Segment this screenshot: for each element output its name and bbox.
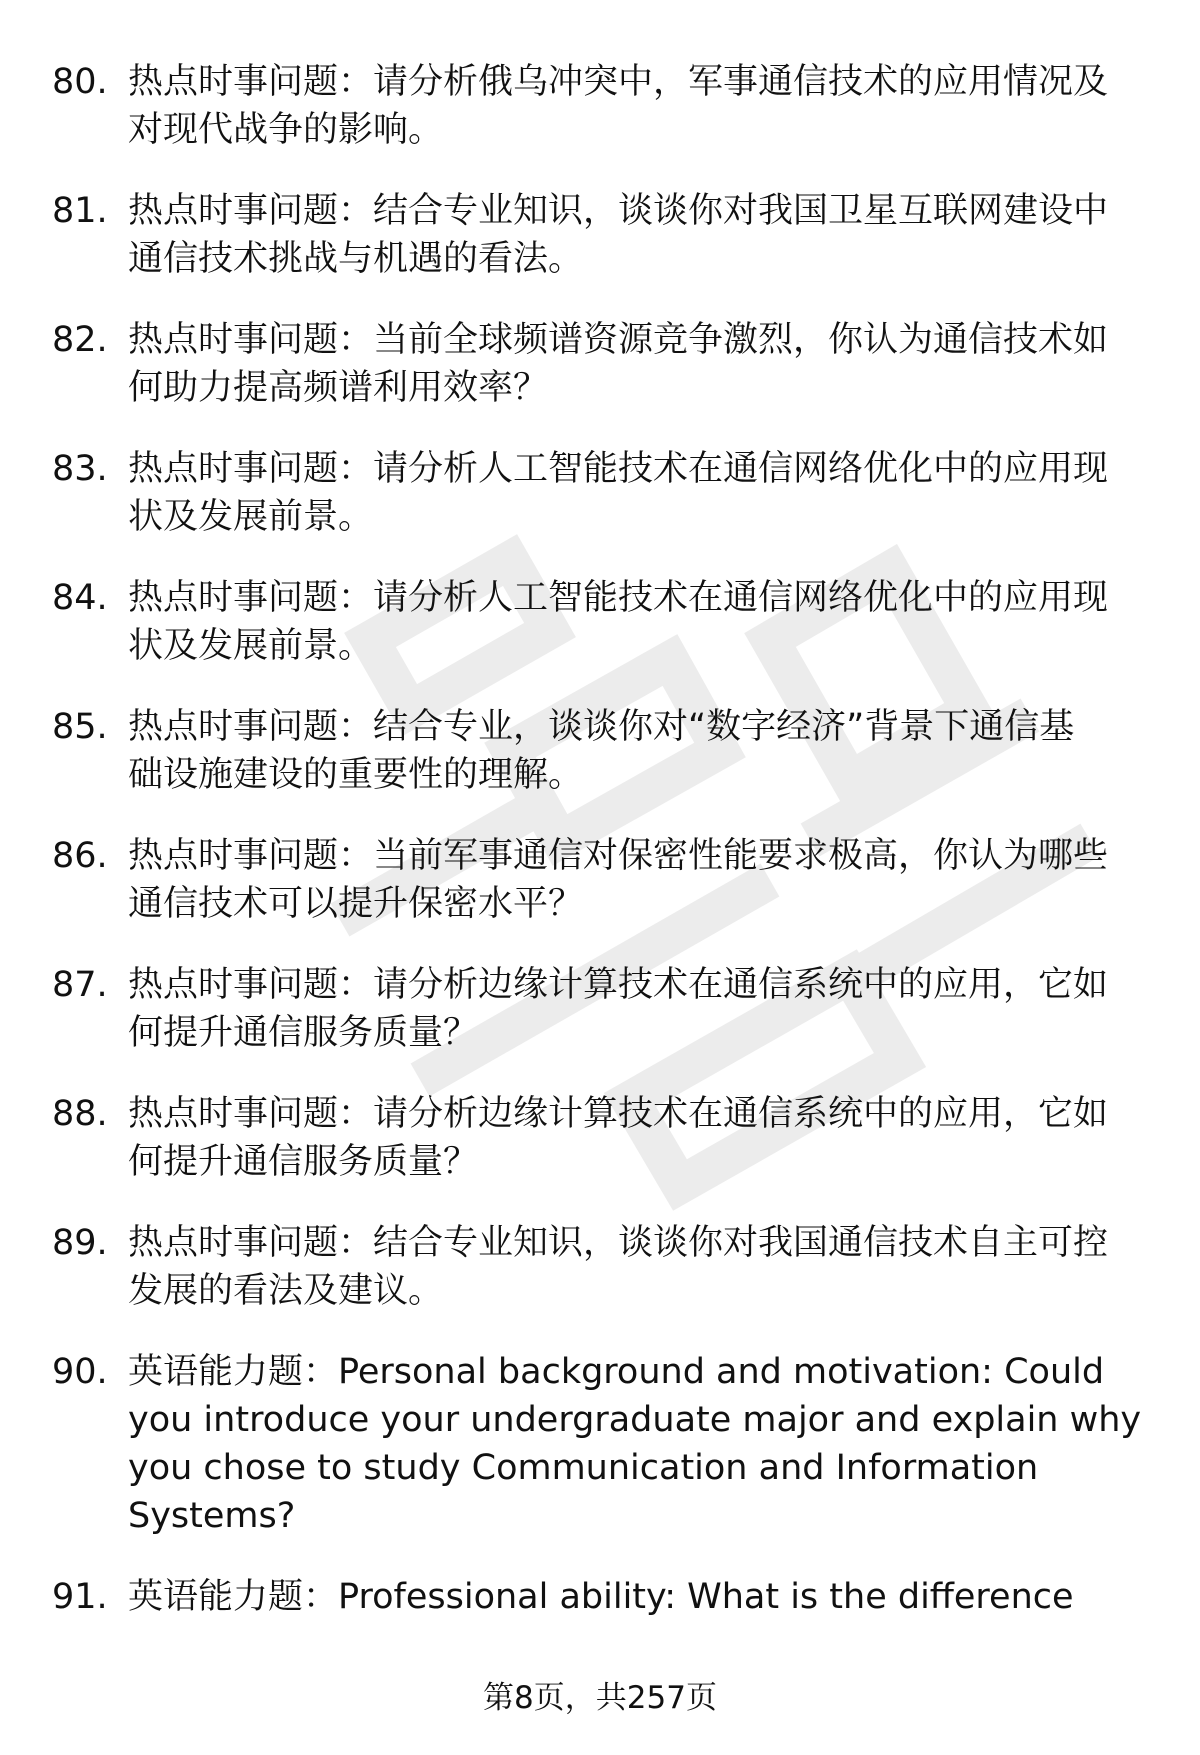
- question-item: [52, 961, 1152, 1057]
- question-item: [52, 58, 1152, 154]
- question-text: 热点时事问题：请分析人工智能技术在通信网络优化中的应用现 状及发展前景。: [128, 449, 1109, 537]
- question-text: 热点时事问题：结合专业，谈谈你对“数字经济”背景下通信基 础设施建设的重要性的理解。: [128, 707, 1075, 795]
- question-number: 87.: [52, 965, 108, 1005]
- question-item: [52, 1219, 1152, 1315]
- question-text: 热点时事问题：请分析边缘计算技术在通信系统中的应用，它如 何提升通信服务质量？: [128, 1094, 1109, 1182]
- question-number: 91.: [52, 1577, 108, 1617]
- question-item: [52, 316, 1152, 412]
- question-item: [52, 187, 1152, 283]
- question-number: 86.: [52, 836, 108, 876]
- question-item: [52, 1348, 1152, 1540]
- question-number: 85.: [52, 707, 108, 747]
- question-item: [52, 703, 1152, 799]
- page-footer: 第8页，共257页: [483, 1680, 717, 1716]
- question-number: 88.: [52, 1094, 108, 1134]
- question-item: [52, 445, 1152, 541]
- question-text: 热点时事问题：结合专业知识，谈谈你对我国通信技术自主可控 发展的看法及建议。: [128, 1223, 1109, 1311]
- question-number: 84.: [52, 578, 108, 618]
- question-text: 热点时事问题：当前全球频谱资源竞争激烈，你认为通信技术如 何助力提高频谱利用效率？: [128, 320, 1109, 408]
- question-text: 英语能力题：Professional ability: What is the difference: [128, 1577, 1074, 1617]
- question-number: 82.: [52, 320, 108, 360]
- question-item: [52, 574, 1152, 670]
- question-text: 热点时事问题：请分析人工智能技术在通信网络优化中的应用现 状及发展前景。: [128, 578, 1109, 666]
- question-list: [52, 58, 1152, 1621]
- question-text: 热点时事问题：结合专业知识，谈谈你对我国卫星互联网建设中 通信技术挑战与机遇的看法。: [128, 191, 1109, 279]
- question-number: 89.: [52, 1223, 108, 1263]
- question-item: [52, 1090, 1152, 1186]
- question-number: 90.: [52, 1352, 108, 1392]
- question-item: [52, 1573, 1152, 1621]
- question-number: 80.: [52, 62, 108, 102]
- question-number: 83.: [52, 449, 108, 489]
- question-text: 热点时事问题：请分析边缘计算技术在通信系统中的应用，它如 何提升通信服务质量？: [128, 965, 1109, 1053]
- question-text: 英语能力题：Personal background and motivation: Could you introduce your undergraduate major and explain why you chose to study Communication and Information Systems?: [128, 1352, 1142, 1536]
- question-item: [52, 832, 1152, 928]
- question-number: 81.: [52, 191, 108, 231]
- question-text: 热点时事问题：当前军事通信对保密性能要求极高，你认为哪些 通信技术可以提升保密水平？: [128, 836, 1109, 924]
- question-text: 热点时事问题：请分析俄乌冲突中，军事通信技术的应用情况及 对现代战争的影响。: [128, 62, 1109, 150]
